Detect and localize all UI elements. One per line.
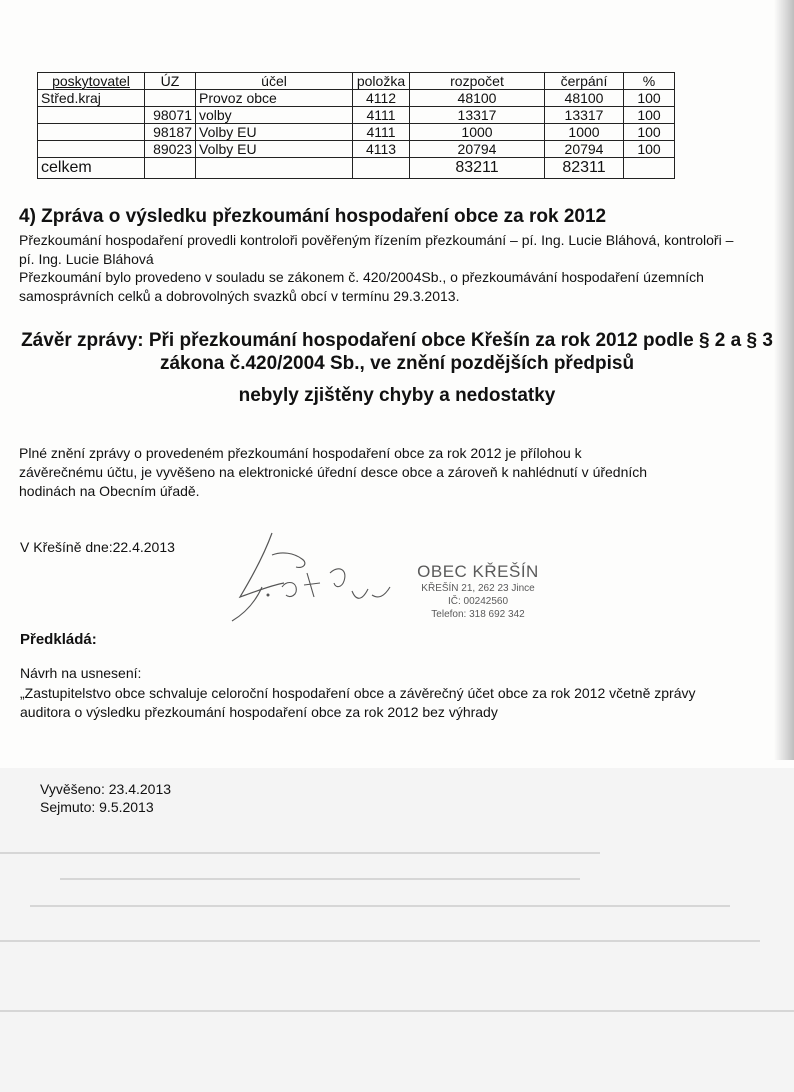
removed-date: Sejmuto: 9.5.2013 (40, 799, 154, 815)
scan-streak (0, 852, 600, 854)
handwritten-signature (212, 525, 397, 625)
cell-budget: 1000 (410, 124, 545, 141)
audit-performers-paragraph: Přezkoumání hospodaření provedli kontroloři pověřeným řízením přezkoumání – pí. Ing. Lucie Bláhová, kontroloři – pí. Ing. Lucie Bláhová (19, 232, 734, 267)
full-text-note: Plné znění zprávy o provedeném přezkoumání hospodaření obce za rok 2012 je přílohou k závěrečnému účtu, je vyvěšeno na elektronické úřední desce obce a zároveň k nahlédnutí v úředních hodinách na Obecním úřadě. (19, 445, 648, 499)
cell-budget: 20794 (410, 141, 545, 158)
header-spent: čerpání (545, 73, 624, 90)
cell-percent: 100 (624, 90, 675, 107)
total-empty-purpose (196, 158, 353, 179)
total-empty-percent (624, 158, 675, 179)
cell-uz (145, 90, 196, 107)
cell-percent: 100 (624, 141, 675, 158)
table-header-row (38, 73, 675, 90)
cell-spent: 13317 (545, 107, 624, 124)
cell-spent: 20794 (545, 141, 624, 158)
cell-item: 4111 (353, 107, 410, 124)
table-row (38, 141, 675, 158)
cell-item: 4113 (353, 141, 410, 158)
resolution-proposal-text: „Zastupitelstvo obce schvaluje celoroční hospodaření obce a závěrečný účet obce za rok 2012 včetně zprávy auditora o výsledku přezkoumání hospodaření obce za rok 2012 bez výhrady (20, 685, 696, 720)
conclusion-result: nebyly zjištěny chyby a nedostatky (238, 385, 556, 406)
cell-item: 4112 (353, 90, 410, 107)
table-row (38, 124, 675, 141)
scan-streak (0, 940, 760, 942)
cell-provider (38, 107, 145, 124)
stamp-phone: Telefon: 318 692 342 (431, 609, 525, 620)
cell-spent: 48100 (545, 90, 624, 107)
municipal-stamp (408, 562, 548, 621)
table-total-row (38, 158, 675, 179)
posted-date: Vyvěšeno: 23.4.2013 (40, 781, 172, 797)
cell-percent: 100 (624, 107, 675, 124)
total-label: celkem (38, 158, 145, 179)
cell-spent: 1000 (545, 124, 624, 141)
stamp-address: KŘEŠÍN 21, 262 23 Jince (421, 583, 535, 594)
cell-purpose: Provoz obce (196, 90, 353, 107)
stamp-ic: IČ: 00242560 (447, 596, 509, 607)
presented-by-label: Předkládá: (20, 631, 97, 648)
grant-table (37, 72, 675, 179)
place-and-date: V Křešíně dne:22.4.2013 (20, 539, 175, 555)
scan-streak (0, 1010, 794, 1012)
table-row (38, 90, 675, 107)
cell-uz: 98071 (145, 107, 196, 124)
cell-uz: 98187 (145, 124, 196, 141)
scan-edge-shadow (774, 0, 794, 760)
header-budget: rozpočet (410, 73, 545, 90)
total-empty-uz (145, 158, 196, 179)
scan-streak (30, 905, 730, 907)
resolution-proposal-label: Návrh na usnesení: (20, 665, 142, 681)
audit-legal-basis-paragraph: Přezkoumání bylo provedeno v souladu se zákonem č. 420/2004Sb., o přezkoumávání hospodaření územních samosprávních celků a dobrovolných svazků obcí v termínu 29.3.2013. (19, 269, 704, 304)
cell-purpose: Volby EU (196, 124, 353, 141)
stamp-title: OBEC KŘEŠÍN (417, 562, 539, 581)
total-budget: 83211 (410, 158, 545, 179)
total-empty-item (353, 158, 410, 179)
cell-uz: 89023 (145, 141, 196, 158)
table-row (38, 107, 675, 124)
cell-purpose: volby (196, 107, 353, 124)
cell-item: 4111 (353, 124, 410, 141)
header-item: položka (353, 73, 410, 90)
cell-percent: 100 (624, 124, 675, 141)
header-percent: % (624, 73, 675, 90)
scan-lower-band (0, 768, 794, 1092)
conclusion-heading: Závěr zprávy: Při přezkoumání hospodaření obce Křešín za rok 2012 podle § 2 a § 3 zákona č.420/2004 Sb., ve znění pozdějších předpisů (21, 330, 773, 374)
cell-provider: Střed.kraj (38, 90, 145, 107)
header-purpose: účel (196, 73, 353, 90)
header-uz: ÚZ (145, 73, 196, 90)
cell-purpose: Volby EU (196, 141, 353, 158)
cell-provider (38, 141, 145, 158)
section-title: 4) Zpráva o výsledku přezkoumání hospodaření obce za rok 2012 (19, 206, 607, 227)
total-spent: 82311 (545, 158, 624, 179)
cell-provider (38, 124, 145, 141)
scan-streak (60, 878, 580, 880)
header-provider: poskytovatel (38, 73, 145, 90)
posting-dates (40, 780, 171, 816)
cell-budget: 48100 (410, 90, 545, 107)
cell-budget: 13317 (410, 107, 545, 124)
